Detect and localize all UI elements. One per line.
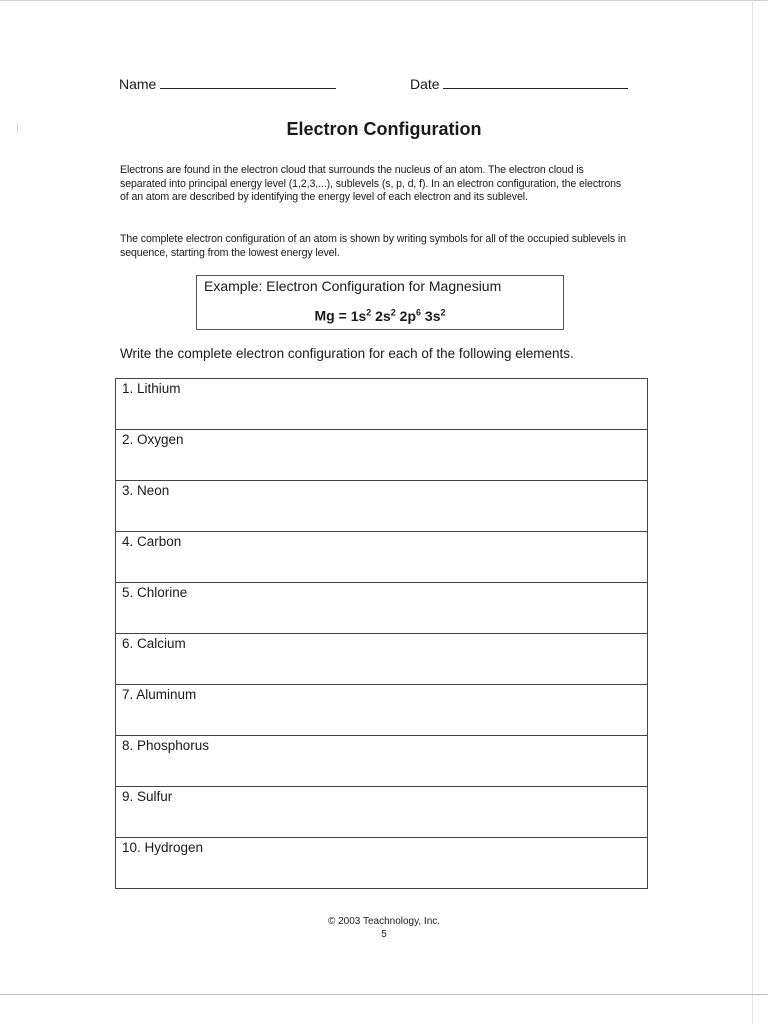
example-term: $3s^2$ — [424, 307, 446, 324]
intro-paragraph-2: The complete electron configuration of an atom is shown by writing symbols for all of the occupied sublevels in sequence, starting from the lowest energy level. — [120, 233, 626, 259]
name-label: Name — [119, 76, 157, 92]
page-number: 5 — [381, 929, 387, 940]
answer-row-hydrogen[interactable] — [116, 838, 647, 889]
question-label: 8. Phosphorus — [122, 738, 210, 753]
date-field — [410, 76, 628, 92]
instruction-text: Write the complete electron configuration for each of the following elements. — [120, 346, 574, 361]
answer-table — [115, 378, 648, 889]
date-blank-line — [443, 76, 628, 89]
answer-row-carbon[interactable] — [116, 532, 647, 583]
scan-edge-top — [0, 0, 768, 1]
question-label: 6. Calcium — [122, 636, 186, 651]
example-formula: $Mg = 1s^2$ $2s^2$ $2p^6$ $3s^2$ — [314, 307, 446, 324]
page-title: Electron Configuration — [286, 119, 482, 139]
question-label: 4. Carbon — [122, 534, 182, 549]
answer-row-sulfur[interactable] — [116, 787, 647, 838]
question-label: 7. Aluminum — [122, 687, 197, 702]
question-label: 2. Oxygen — [122, 432, 184, 447]
example-label: Example: Electron Configuration for Magnesium — [204, 278, 502, 294]
question-label: 3. Neon — [122, 483, 170, 498]
intro-paragraph-1: Electrons are found in the electron cloud that surrounds the nucleus of an atom. The electron cloud is separated into principal energy level (1,2,3,...), sublevels (s, p, d, f). In an electron configuration, the electrons of an atom are described by identifying the energy level of each electron and its sublevel. — [120, 164, 622, 204]
scan-edge-bottom — [0, 994, 768, 995]
question-label: 5. Chlorine — [122, 585, 188, 600]
answer-row-calcium[interactable] — [116, 634, 647, 685]
example-term: $2p^6$ — [399, 307, 422, 324]
answer-row-chlorine[interactable] — [116, 583, 647, 634]
footer-copyright: © 2003 Teachnology, Inc. — [327, 916, 441, 927]
question-label: 1. Lithium — [122, 381, 181, 396]
name-blank-line — [160, 76, 336, 89]
answer-row-neon[interactable] — [116, 481, 647, 532]
question-label: 10. Hydrogen — [122, 840, 204, 855]
answer-row-aluminum[interactable] — [116, 685, 647, 736]
scan-edge-right — [752, 0, 753, 1024]
answer-row-lithium[interactable] — [116, 379, 647, 430]
date-label: Date — [410, 76, 440, 92]
example-symbol: Mg — [314, 307, 335, 324]
example-term: $1s^2$ — [350, 307, 372, 324]
name-field — [119, 76, 336, 92]
example-box — [196, 275, 564, 330]
question-label: 9. Sulfur — [122, 789, 173, 804]
answer-row-oxygen[interactable] — [116, 430, 647, 481]
example-term: $2s^2$ — [375, 307, 396, 324]
answer-row-phosphorus[interactable] — [116, 736, 647, 787]
